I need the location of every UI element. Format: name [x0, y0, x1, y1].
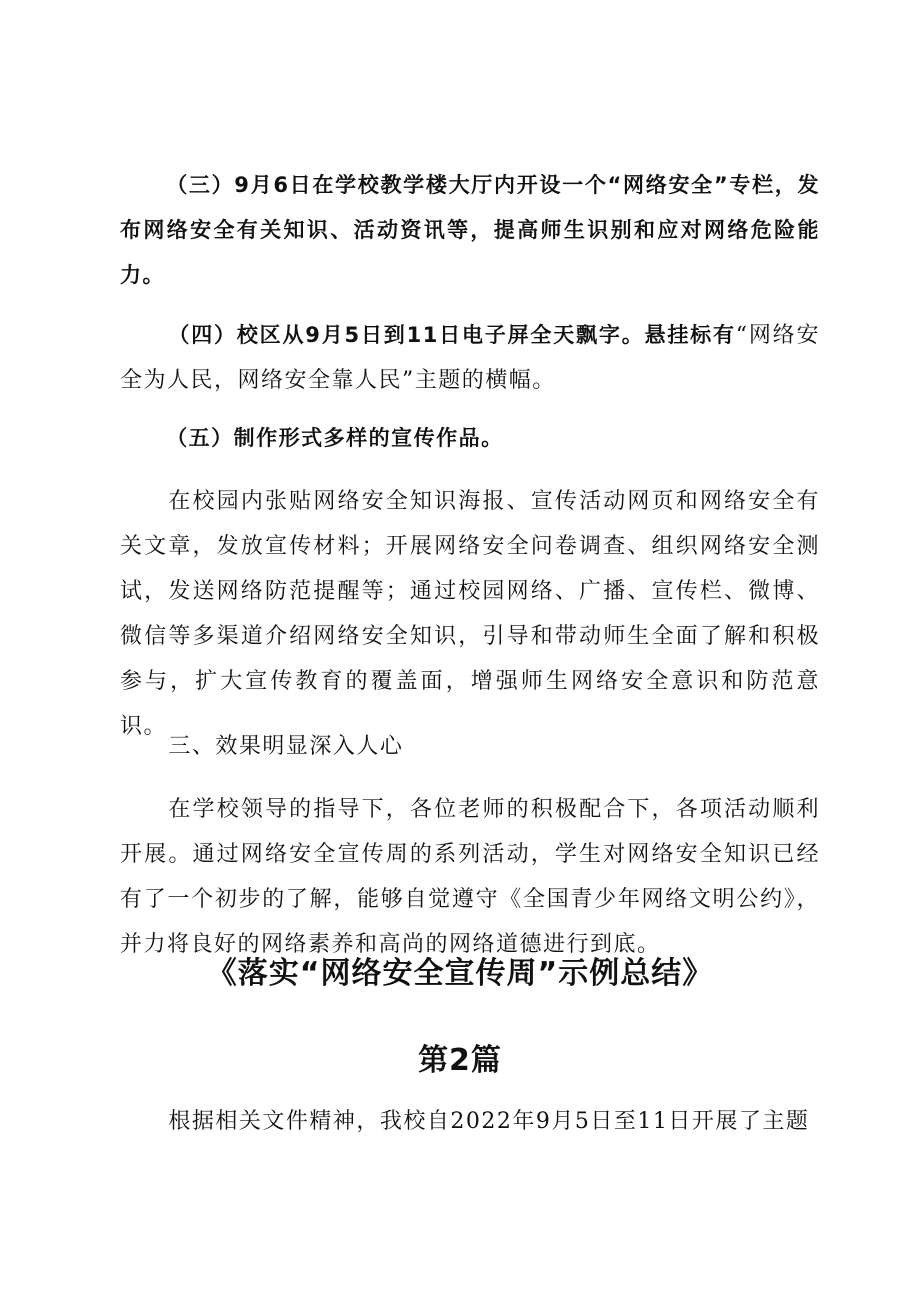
paragraph-item-4 [120, 313, 820, 403]
section-3-heading: 三、效果明显深入人心 [168, 734, 404, 759]
article-title: 《落实“网络安全宣传周”示例总结》 [206, 956, 714, 991]
paragraph-item-5-heading: （五）制作形式多样的宣传作品。 [166, 426, 504, 450]
paragraph-item-4-bold: （四）校区从9月5日到11日电子屏全天飘字。悬挂标有 [168, 323, 736, 347]
section-3-body: 在学校领导的指导下，各位老师的积极配合下，各项活动顺利开展。通过网络安全宣传周的系列活动，学生对网络安全知识已经有了一个初步的了解，能够自觉遵守《全国青少年网络文明公约》，并力将良好的网络素养和高尚的网络道德进行到底。 [120, 797, 820, 957]
article-subtitle: 第2篇 [418, 1043, 502, 1078]
intro-line: 根据相关文件精神，我校自2022年9月5日至11日开展了主题 [168, 1109, 810, 1134]
paragraph-item-3: （三）9月6日在学校教学楼大厅内开设一个“网络安全”专栏，发布网络安全有关知识、活动资讯等，提高师生识别和应对网络危险能力。 [120, 173, 820, 287]
paragraph-item-5-body: 在校园内张贴网络安全知识海报、宣传活动网页和网络安全有关文章，发放宣传材料；开展网络安全问卷调查、组织网络安全测试，发送网络防范提醒等；通过校园网络、广播、宣传栏、微博、微信等多渠道介绍网络安全知识，引导和带动师生全面了解和积极参与，扩大宣传教育的覆盖面，增强师生网络安全意识和防范意识。 [120, 489, 820, 739]
paragraph-item-4-rest: “网络安全为人民，网络安全靠人民”主题的横幅。 [120, 323, 820, 393]
